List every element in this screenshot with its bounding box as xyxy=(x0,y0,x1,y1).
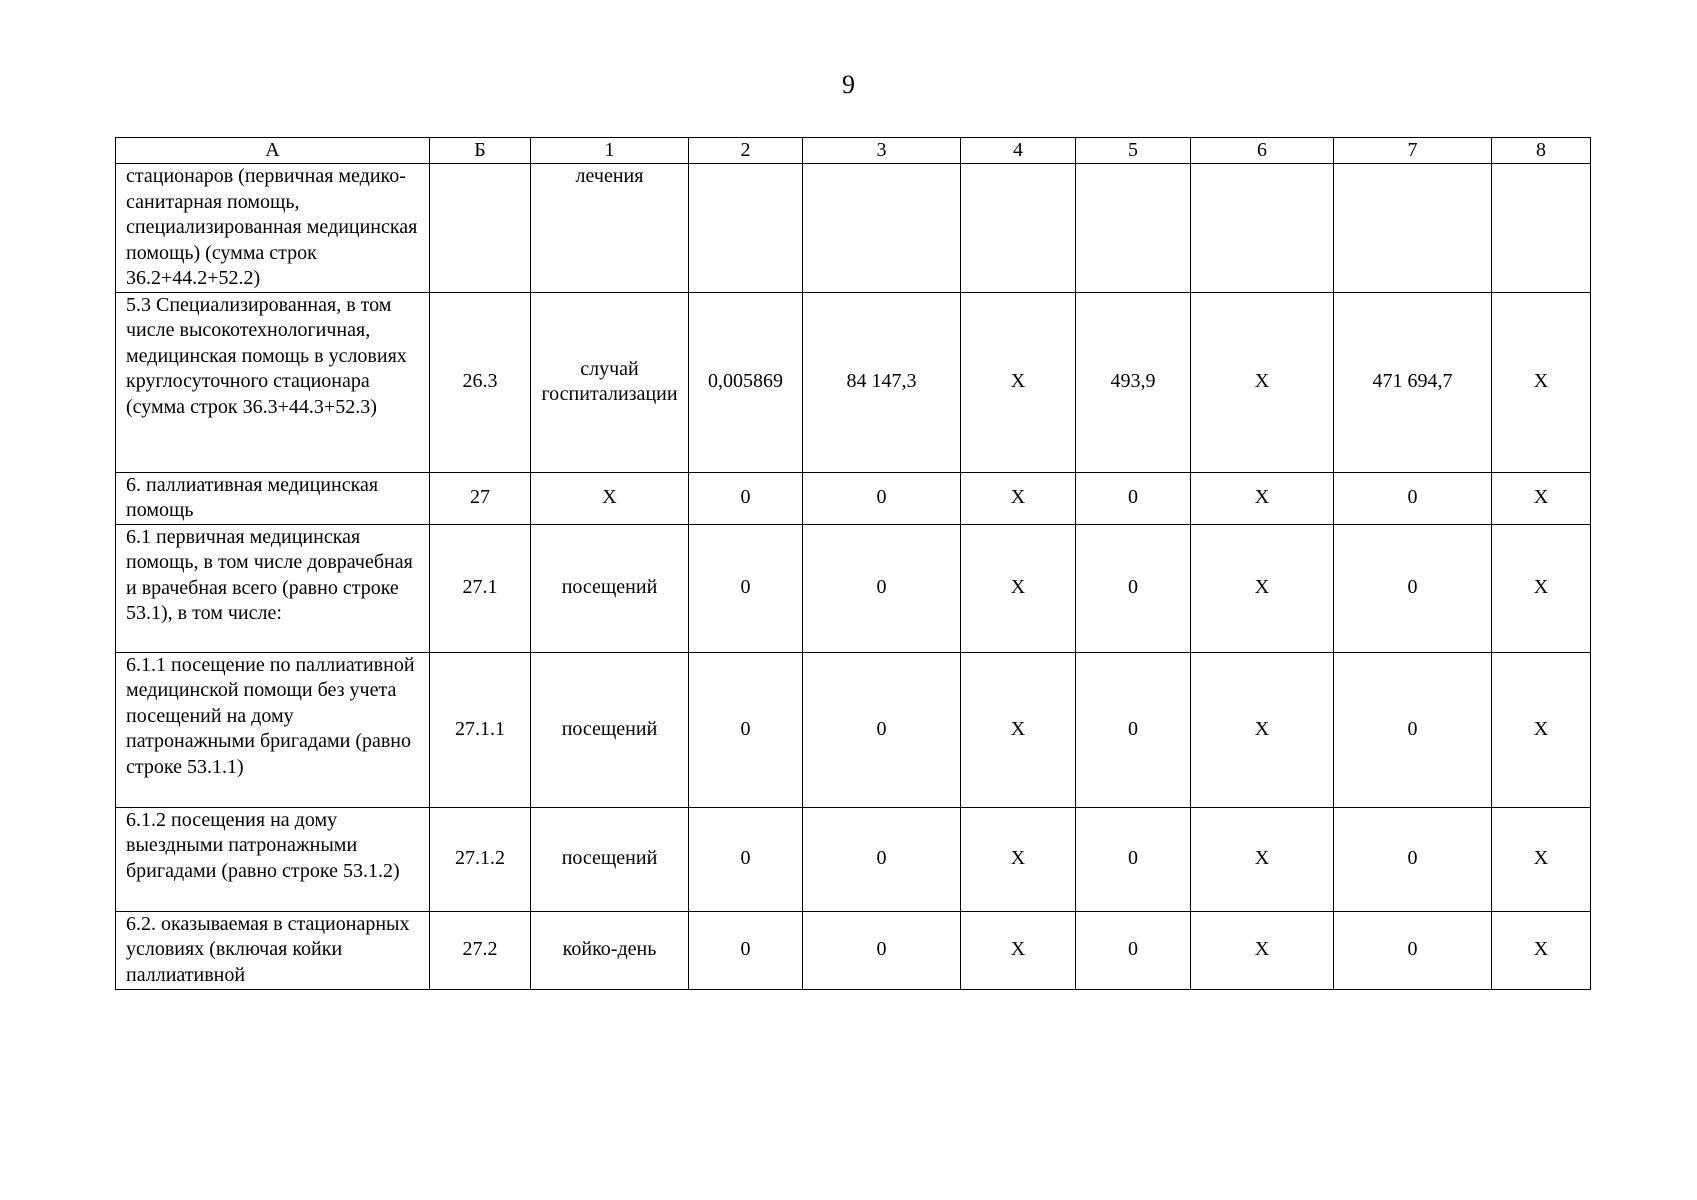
header-row xyxy=(116,138,1591,164)
row-value: 0 xyxy=(803,652,961,807)
row-value: Х xyxy=(1191,652,1334,807)
row-unit: Х xyxy=(531,472,689,524)
column-header: 7 xyxy=(1334,138,1492,164)
row-code: 27.1 xyxy=(430,524,531,652)
row-value: Х xyxy=(1492,292,1591,472)
row-value: Х xyxy=(961,524,1076,652)
row-code: 26.3 xyxy=(430,292,531,472)
row-value: Х xyxy=(1191,911,1334,989)
row-value xyxy=(1076,164,1191,293)
row-value: 0 xyxy=(803,911,961,989)
row-unit: посещений xyxy=(531,524,689,652)
table-row xyxy=(116,911,1591,989)
row-value: Х xyxy=(961,472,1076,524)
row-value: 0,005869 xyxy=(689,292,803,472)
column-header: 5 xyxy=(1076,138,1191,164)
row-value: 0 xyxy=(803,472,961,524)
column-header: 3 xyxy=(803,138,961,164)
row-unit: койко-день xyxy=(531,911,689,989)
table-row xyxy=(116,807,1591,911)
row-value xyxy=(689,164,803,293)
data-table xyxy=(115,137,1591,990)
row-value: Х xyxy=(1492,652,1591,807)
row-name: стационаров (первичная медико-санитарная помощь, специализированная медицинская помощь) (сумма строк 36.2+44.2+52.2) xyxy=(116,164,430,293)
table-row xyxy=(116,472,1591,524)
row-name: 6.2. оказываемая в стационарных условиях (включая койки паллиативной xyxy=(116,911,430,989)
row-name: 6.1 первичная медицинская помощь, в том числе доврачебная и врачебная всего (равно строке 53.1), в том числе: xyxy=(116,524,430,652)
row-value: 0 xyxy=(1076,652,1191,807)
row-value: Х xyxy=(1492,911,1591,989)
table-row xyxy=(116,652,1591,807)
row-value xyxy=(961,164,1076,293)
table-row xyxy=(116,292,1591,472)
row-unit: лечения xyxy=(531,164,689,293)
row-code: 27.1.2 xyxy=(430,807,531,911)
row-value xyxy=(803,164,961,293)
column-header: А xyxy=(116,138,430,164)
row-value: Х xyxy=(1191,292,1334,472)
row-value: 0 xyxy=(1334,524,1492,652)
row-value: Х xyxy=(961,652,1076,807)
column-header: 8 xyxy=(1492,138,1591,164)
row-value: 493,9 xyxy=(1076,292,1191,472)
row-value: Х xyxy=(1191,524,1334,652)
column-header: 2 xyxy=(689,138,803,164)
row-value: 0 xyxy=(689,652,803,807)
row-value: 0 xyxy=(689,472,803,524)
row-value: 0 xyxy=(1334,652,1492,807)
row-value: Х xyxy=(1492,807,1591,911)
row-unit: посещений xyxy=(531,652,689,807)
row-value: Х xyxy=(1492,524,1591,652)
row-value: 84 147,3 xyxy=(803,292,961,472)
row-value xyxy=(1492,164,1591,293)
column-header: 4 xyxy=(961,138,1076,164)
column-header: 1 xyxy=(531,138,689,164)
row-name: 6.1.2 посещения на дому выездными патронажными бригадами (равно строке 53.1.2) xyxy=(116,807,430,911)
row-code: 27.1.1 xyxy=(430,652,531,807)
row-code xyxy=(430,164,531,293)
row-value: 0 xyxy=(1076,524,1191,652)
row-value: Х xyxy=(961,807,1076,911)
row-value: Х xyxy=(1191,807,1334,911)
row-value: 0 xyxy=(1334,911,1492,989)
row-value: 0 xyxy=(1334,472,1492,524)
row-value: 0 xyxy=(803,524,961,652)
row-value: 0 xyxy=(1076,807,1191,911)
row-value: 0 xyxy=(689,524,803,652)
row-unit: случай госпитализации xyxy=(531,292,689,472)
row-code: 27.2 xyxy=(430,911,531,989)
column-header: 6 xyxy=(1191,138,1334,164)
row-value xyxy=(1191,164,1334,293)
row-code: 27 xyxy=(430,472,531,524)
row-value: 471 694,7 xyxy=(1334,292,1492,472)
row-value: Х xyxy=(961,911,1076,989)
row-value: Х xyxy=(1191,472,1334,524)
row-value: 0 xyxy=(689,807,803,911)
row-value: Х xyxy=(961,292,1076,472)
table-row xyxy=(116,524,1591,652)
row-value: 0 xyxy=(803,807,961,911)
row-name: 6. паллиативная медицинская помощь xyxy=(116,472,430,524)
row-name: 5.3 Специализированная, в том числе высокотехнологичная, медицинская помощь в условиях круглосуточного стационара (сумма строк 36.3+44.3+52.3) xyxy=(116,292,430,472)
column-header: Б xyxy=(430,138,531,164)
row-value: 0 xyxy=(689,911,803,989)
page-number: 9 xyxy=(842,70,855,99)
row-value xyxy=(1334,164,1492,293)
table-row xyxy=(116,164,1591,293)
row-value: Х xyxy=(1492,472,1591,524)
row-name: 6.1.1 посещение по паллиативной медицинской помощи без учета посещений на дому патронажными бригадами (равно строке 53.1.1) xyxy=(116,652,430,807)
row-value: 0 xyxy=(1334,807,1492,911)
row-value: 0 xyxy=(1076,472,1191,524)
row-value: 0 xyxy=(1076,911,1191,989)
row-unit: посещений xyxy=(531,807,689,911)
